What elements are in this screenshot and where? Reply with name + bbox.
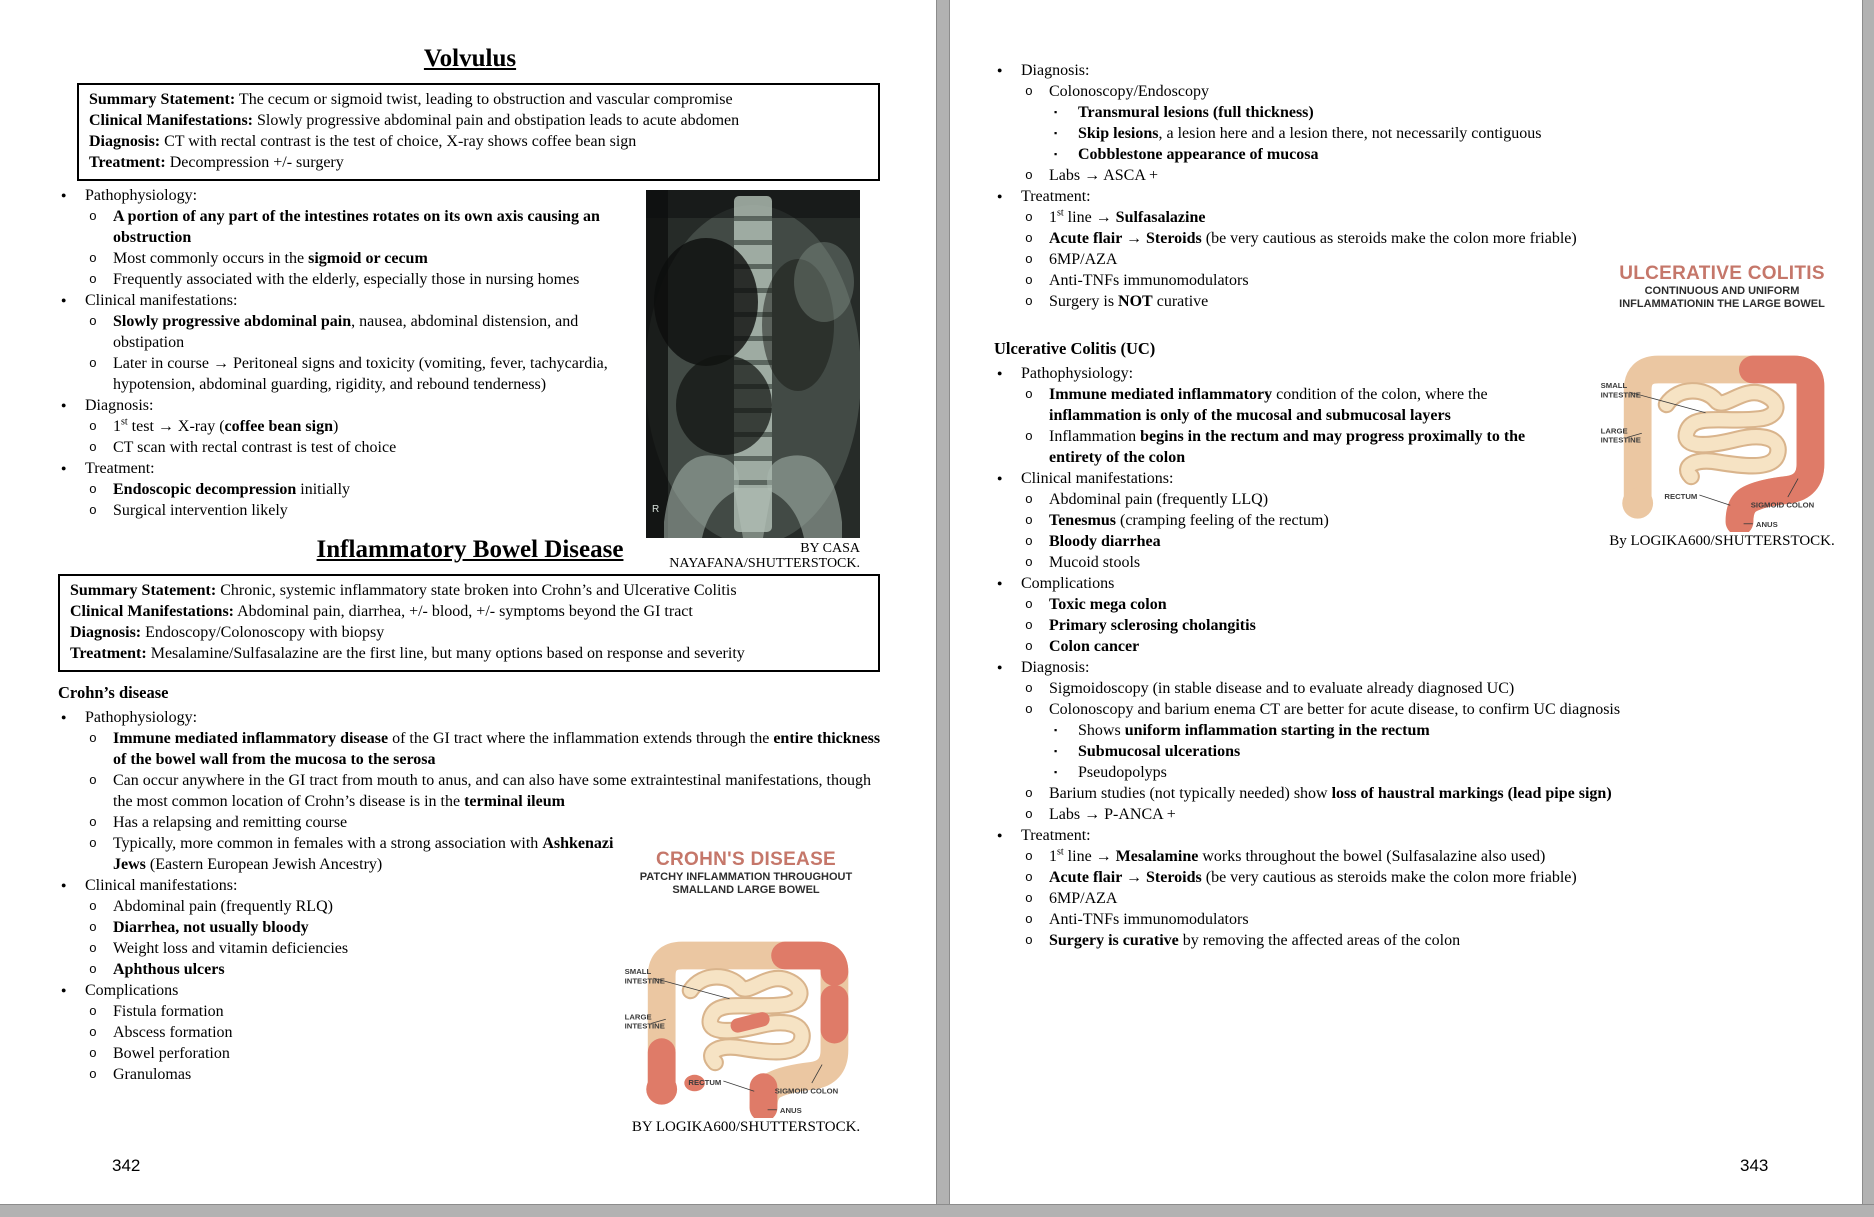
bullet-marker: ● — [997, 662, 1003, 672]
uc-figure-subtitle-line1: CONTINUOUS AND UNIFORM — [1644, 285, 1800, 297]
bullet-text: Diagnosis: — [85, 397, 154, 414]
summary-row — [70, 601, 868, 622]
bullet-item — [994, 363, 1542, 384]
bullet-text: Diagnosis: — [1021, 659, 1090, 676]
bullet-marker: o — [1025, 513, 1033, 528]
summary-label: Clinical Manifestations: — [89, 112, 253, 129]
small-intestine-label: SMALL — [624, 967, 652, 977]
rectum-pointer — [723, 1081, 754, 1091]
bullet-item — [88, 896, 614, 917]
bullet-item — [1024, 909, 1804, 930]
bullet-marker: ● — [997, 578, 1003, 588]
bullet-text: Colon cancer — [1049, 638, 1140, 655]
summary-label: Summary Statement: — [89, 91, 236, 108]
bullet-item — [88, 728, 882, 770]
bullet-text: Anti-TNFs immunomodulators — [1049, 911, 1249, 928]
bullet-marker: o — [1025, 231, 1033, 246]
small-intestine-label-2: INTESTINE — [1600, 390, 1641, 400]
small-intestine-label-2: INTESTINE — [624, 976, 665, 986]
bullet-marker: o — [89, 272, 97, 287]
xray-caption-line1: BY CASA — [800, 541, 860, 556]
bullet-item — [1024, 699, 1804, 720]
bullet-text: Shows uniform inflammation starting in the rectum — [1078, 722, 1430, 739]
bullet-text: Pathophysiology: — [85, 709, 198, 726]
bullet-text: 1st line → Mesalamine works throughout the bowel (Sulfasalazine also used) — [1049, 846, 1546, 865]
section-title-ibd: Inflammatory Bowel Disease — [316, 536, 624, 563]
bullet-item — [1024, 81, 1804, 102]
bullet-text: Labs → P-ANCA + — [1049, 806, 1176, 823]
bullet-marker: o — [1025, 786, 1033, 801]
bullet-marker: o — [1025, 492, 1033, 507]
bullet-item — [1050, 123, 1804, 144]
bullet-marker: o — [1025, 933, 1033, 948]
bullet-marker: ▪ — [1054, 128, 1058, 138]
summary-row — [70, 643, 868, 664]
bullet-marker: o — [1025, 618, 1033, 633]
bullet-item — [1050, 144, 1804, 165]
bullet-item — [58, 185, 640, 206]
bullet-marker: ▪ — [1054, 725, 1058, 735]
bullet-marker: ● — [997, 368, 1003, 378]
bullet-item — [1050, 762, 1804, 783]
bullet-text: Anti-TNFs immunomodulators — [1049, 272, 1249, 289]
bullet-text: Colonoscopy and barium enema CT are better for acute disease, to confirm UC diagnosis — [1049, 701, 1621, 718]
bullet-marker: o — [89, 356, 97, 371]
bullet-item — [88, 770, 882, 812]
summary-row — [70, 580, 868, 601]
uc-figure-title: ULCERATIVE COLITIS — [1619, 263, 1825, 284]
bullet-text: Bowel perforation — [113, 1045, 230, 1062]
bullet-item — [1024, 636, 1542, 657]
summary-text: Slowly progressive abdominal pain and obstipation leads to acute abdomen — [253, 112, 740, 129]
bullet-marker: ▪ — [1054, 107, 1058, 117]
bullet-marker: o — [1025, 387, 1033, 402]
bullet-list-crohns-patho — [58, 707, 882, 812]
anus-label: ANUS — [1755, 519, 1778, 529]
abdominal-xray-image — [646, 190, 860, 538]
bullet-marker: o — [1025, 168, 1033, 183]
bullet-item — [88, 917, 614, 938]
bullet-marker: o — [1025, 84, 1033, 99]
bullet-item — [88, 812, 614, 833]
bullet-text: Clinical manifestations: — [85, 877, 238, 894]
bullet-item — [88, 416, 640, 437]
bullet-marker: o — [89, 314, 97, 329]
bullet-text: Aphthous ulcers — [113, 961, 225, 978]
cecum-shape — [1622, 488, 1653, 519]
bullet-text: Immune mediated inflammatory disease of the GI tract where the inflammation extends through the entire thickness of the bowel wall from the mucosa to the serosa — [113, 730, 881, 768]
ulcerative-colitis-figure — [1586, 262, 1858, 550]
bullet-text: Diagnosis: — [1021, 62, 1090, 79]
bullet-item — [1024, 228, 1804, 249]
bullet-marker: o — [89, 773, 97, 788]
summary-label: Treatment: — [70, 645, 147, 662]
bullet-text: Acute flair → Steroids (be very cautious as steroids make the colon more friable) — [1049, 869, 1577, 886]
bullet-marker: o — [89, 482, 97, 497]
bullet-marker: o — [1025, 681, 1033, 696]
bullet-marker: ● — [61, 985, 67, 995]
bullet-item — [994, 657, 1804, 678]
uc-figure-subtitle-line2: INFLAMMATIONIN THE LARGE BOWEL — [1619, 298, 1825, 310]
bullet-item — [88, 1043, 614, 1064]
bullet-text: Immune mediated inflammatory condition of the colon, where the inflammation is only of the mucosal and submucosal layers — [1049, 386, 1488, 424]
bullet-text: Mucoid stools — [1049, 554, 1141, 571]
bullet-item — [58, 980, 614, 1001]
bullet-text: Clinical manifestations: — [1021, 470, 1174, 487]
small-intestine-shape — [1666, 391, 1778, 477]
bullet-marker: o — [1025, 891, 1033, 906]
bullet-marker: ● — [997, 191, 1003, 201]
bullet-text: Surgery is curative by removing the affected areas of the colon — [1049, 932, 1461, 949]
bullet-item — [1024, 783, 1804, 804]
bullet-marker: ● — [997, 473, 1003, 483]
bullet-marker: o — [89, 962, 97, 977]
bullet-item — [88, 1001, 614, 1022]
bullet-text: CT scan with rectal contrast is test of choice — [113, 439, 397, 456]
bullet-item — [1050, 102, 1804, 123]
bullet-marker: o — [89, 209, 97, 224]
bullet-marker: ● — [997, 830, 1003, 840]
summary-label: Clinical Manifestations: — [70, 603, 234, 620]
subsection-heading-uc: Ulcerative Colitis (UC) — [994, 339, 1156, 358]
summary-text: Decompression +/- surgery — [165, 154, 344, 171]
bullet-text: Labs → ASCA + — [1049, 167, 1159, 184]
bullet-marker: o — [1025, 555, 1033, 570]
summary-text: Abdominal pain, diarrhea, +/- blood, +/- symptoms beyond the GI tract — [234, 603, 693, 620]
page-gap-divider — [936, 0, 950, 1204]
xray-side-marker: R — [652, 504, 660, 515]
crohns-figure-title: CROHN'S DISEASE — [655, 849, 837, 870]
bullet-item — [1024, 489, 1542, 510]
bullet-text: Colonoscopy/Endoscopy — [1049, 83, 1209, 100]
bullet-item — [994, 60, 1804, 81]
bullet-marker: o — [89, 1025, 97, 1040]
bullet-marker: o — [1025, 429, 1033, 444]
bullet-item — [1024, 930, 1804, 951]
bullet-item — [1024, 867, 1804, 888]
bullet-text: Clinical manifestations: — [85, 292, 238, 309]
bullet-item — [1024, 531, 1542, 552]
bullet-item — [88, 206, 640, 248]
bullet-text: A portion of any part of the intestines rotates on its own axis causing an obstruction — [113, 208, 600, 246]
bullet-text: 1st line → Sulfasalazine — [1049, 207, 1206, 226]
bullet-marker: o — [1025, 294, 1033, 309]
bullet-text: Transmural lesions (full thickness) — [1078, 104, 1314, 121]
bullet-text: Can occur anywhere in the GI tract from mouth to anus, and can also have some extraintestinal manifestations, though the most common location of Crohn’s disease is in the terminal ileum — [113, 772, 871, 810]
xray-figure — [646, 190, 860, 571]
large-intestine-label-2: INTESTINE — [1600, 435, 1641, 445]
section-title-volvulus: Volvulus — [423, 45, 517, 72]
bullet-text: Complications — [85, 982, 179, 999]
large-intestine-label: LARGE — [624, 1012, 652, 1022]
bullet-item — [1050, 741, 1804, 762]
bullet-text: Inflammation begins in the rectum and may progress proximally to the entirety of the colon — [1049, 428, 1526, 466]
summary-row — [89, 89, 868, 110]
bullet-item — [58, 875, 614, 896]
bullet-marker: o — [1025, 639, 1033, 654]
bullet-item — [88, 311, 640, 353]
bullet-marker: ● — [61, 190, 67, 200]
bullet-item — [1024, 615, 1542, 636]
bullet-marker: o — [89, 440, 97, 455]
bullet-list-crohns-side — [58, 812, 614, 1085]
bullet-item — [58, 395, 640, 416]
bullet-item — [58, 290, 640, 311]
sigmoid-colon-label: SIGMOID COLON — [1750, 500, 1815, 510]
rectum-label: RECTUM — [1664, 492, 1698, 502]
bullet-item — [58, 458, 640, 479]
bullet-item — [88, 479, 640, 500]
bullet-item — [88, 833, 614, 875]
bullet-text: Diarrhea, not usually bloody — [113, 919, 309, 936]
summary-label: Diagnosis: — [70, 624, 142, 641]
bullet-item — [1024, 888, 1804, 909]
bullet-marker: o — [89, 941, 97, 956]
bullet-text: Frequently associated with the elderly, especially those in nursing homes — [113, 271, 580, 288]
bullet-item — [1050, 720, 1804, 741]
summary-row — [89, 152, 868, 173]
bullet-marker: ● — [997, 65, 1003, 75]
summary-text: Chronic, systemic inflammatory state broken into Crohn’s and Ulcerative Colitis — [216, 582, 737, 599]
bullet-marker: o — [89, 815, 97, 830]
bullet-marker: o — [1025, 252, 1033, 267]
summary-text: The cecum or sigmoid twist, leading to obstruction and vascular compromise — [235, 91, 733, 108]
bullet-marker: ▪ — [1054, 149, 1058, 159]
summary-text: Endoscopy/Colonoscopy with biopsy — [141, 624, 385, 641]
bullet-text: Primary sclerosing cholangitis — [1049, 617, 1256, 634]
bullet-text: Endoscopic decompression initially — [113, 481, 351, 498]
bullet-text: Barium studies (not typically needed) show loss of haustral markings (lead pipe sign) — [1049, 785, 1612, 802]
bullet-text: Slowly progressive abdominal pain, nausea, abdominal distension, and obstipation — [113, 313, 579, 351]
summary-label: Diagnosis: — [89, 133, 161, 150]
large-intestine-label-2: INTESTINE — [624, 1021, 665, 1031]
bullet-text: Tenesmus (cramping feeling of the rectum) — [1049, 512, 1329, 529]
summary-box-ibd — [58, 574, 880, 672]
bullet-item — [88, 959, 614, 980]
bullet-text: Pseudopolyps — [1078, 764, 1167, 781]
bullet-item — [994, 468, 1542, 489]
bullet-text: Treatment: — [1021, 188, 1091, 205]
summary-row — [89, 131, 868, 152]
rectum-pointer — [1699, 495, 1730, 505]
bullet-text: Acute flair → Steroids (be very cautious as steroids make the colon more friable) — [1049, 230, 1577, 247]
bullet-text: Pathophysiology: — [85, 187, 198, 204]
bullet-text: Has a relapsing and remitting course — [113, 814, 348, 831]
bullet-text: Abscess formation — [113, 1024, 233, 1041]
xray-caption-line2: NAYAFANA/SHUTTERSTOCK. — [669, 556, 860, 571]
bowel-gas-shadow — [654, 238, 758, 366]
bullet-text: Sigmoidoscopy (in stable disease and to evaluate already diagnosed UC) — [1049, 680, 1515, 697]
bullet-text: Treatment: — [85, 460, 155, 477]
uc-figure-caption: By LOGIKA600/SHUTTERSTOCK. — [1609, 533, 1835, 549]
bullet-marker: o — [89, 731, 97, 746]
small-intestine-label: SMALL — [1600, 381, 1628, 391]
bullet-marker: o — [89, 1004, 97, 1019]
bullet-text: Later in course → Peritoneal signs and toxicity (vomiting, fever, tachycardia, hypotension, abdominal guarding, rigidity, and rebound tenderness) — [113, 355, 608, 393]
bullet-item — [88, 248, 640, 269]
bullet-text: Fistula formation — [113, 1003, 224, 1020]
bullet-item — [1024, 678, 1804, 699]
bullet-text: Bloody diarrhea — [1049, 533, 1161, 550]
crohns-figure-subtitle-line1: PATCHY INFLAMMATION THROUGHOUT — [639, 871, 853, 883]
bullet-item — [1024, 846, 1804, 867]
bullet-marker: o — [89, 836, 97, 851]
bullet-text: Granulomas — [113, 1066, 192, 1083]
bullet-item — [88, 353, 640, 395]
bullet-item — [58, 707, 882, 728]
summary-label: Treatment: — [89, 154, 166, 171]
bullet-marker: ● — [61, 880, 67, 890]
page-edge-right — [1862, 0, 1874, 1204]
bullet-item — [88, 437, 640, 458]
bullet-marker: o — [89, 251, 97, 266]
bullet-text: Submucosal ulcerations — [1078, 743, 1241, 760]
bullet-text: Toxic mega colon — [1049, 596, 1167, 613]
summary-label: Summary Statement: — [70, 582, 217, 599]
bullet-marker: ▪ — [1054, 767, 1058, 777]
crohns-figure-caption: BY LOGIKA600/SHUTTERSTOCK. — [631, 1119, 861, 1135]
bullet-marker: o — [1025, 849, 1033, 864]
page-right — [948, 0, 1862, 1204]
subsection-heading-crohns: Crohn’s disease — [58, 683, 169, 702]
inflamed-patch-transverse — [785, 956, 834, 972]
bullet-text: Abdominal pain (frequently LLQ) — [1049, 491, 1269, 508]
bullet-text: Abdominal pain (frequently RLQ) — [113, 898, 333, 915]
summary-row — [70, 622, 868, 643]
bullet-item — [994, 186, 1804, 207]
bullet-marker: o — [89, 419, 97, 434]
summary-text: Mesalamine/Sulfasalazine are the first line, but many options based on response and severity — [146, 645, 745, 662]
bullet-text: Skip lesions, a lesion here and a lesion there, not necessarily contiguous — [1078, 125, 1542, 142]
bullet-marker: o — [89, 503, 97, 518]
bullet-text: Surgery is NOT curative — [1049, 293, 1209, 310]
bullet-text: Cobblestone appearance of mucosa — [1078, 146, 1319, 163]
bullet-marker: ● — [61, 400, 67, 410]
bullet-marker: o — [1025, 597, 1033, 612]
bullet-item — [1024, 594, 1542, 615]
summary-text: CT with rectal contrast is the test of choice, X-ray shows coffee bean sign — [160, 133, 637, 150]
crohns-disease-figure — [612, 848, 880, 1136]
bullet-text: 1st test → X-ray (coffee bean sign) — [113, 416, 339, 435]
page-number-right: 343 — [1740, 1156, 1769, 1175]
rectum-label: RECTUM — [688, 1078, 722, 1088]
bullet-item — [88, 938, 614, 959]
bullet-list-uc-side — [994, 363, 1542, 657]
sigmoid-colon-label: SIGMOID COLON — [774, 1086, 839, 1096]
bullet-marker: o — [89, 1067, 97, 1082]
bullet-item — [994, 573, 1542, 594]
bullet-item — [1024, 510, 1542, 531]
xray-caption — [646, 541, 860, 571]
page-number-left: 342 — [112, 1156, 141, 1175]
bullet-list-volvulus — [58, 185, 640, 521]
bullet-item — [88, 1064, 614, 1085]
bullet-marker: ● — [61, 295, 67, 305]
bullet-list-uc-dx — [994, 657, 1804, 951]
summary-box-volvulus — [77, 83, 880, 181]
bullet-text: Pathophysiology: — [1021, 365, 1134, 382]
bullet-item — [1024, 207, 1804, 228]
bullet-marker: ● — [61, 463, 67, 473]
bullet-item — [1024, 165, 1804, 186]
summary-row — [89, 110, 868, 131]
bullet-item — [1024, 426, 1542, 468]
bullet-marker: ● — [61, 712, 67, 722]
uc-bowel-diagram — [1597, 314, 1847, 532]
bullet-item — [88, 500, 640, 521]
crohns-bowel-diagram — [621, 900, 871, 1118]
bullet-text: Surgical intervention likely — [113, 502, 288, 519]
anus-label: ANUS — [779, 1105, 802, 1115]
bullet-marker: o — [1025, 912, 1033, 927]
bullet-marker: o — [89, 899, 97, 914]
bullet-item — [88, 269, 640, 290]
bullet-marker: o — [1025, 702, 1033, 717]
bullet-item — [1024, 552, 1542, 573]
bullet-item — [1024, 804, 1804, 825]
bullet-text: Weight loss and vitamin deficiencies — [113, 940, 349, 957]
bullet-item — [1024, 384, 1542, 426]
bullet-text: Treatment: — [1021, 827, 1091, 844]
bullet-item — [88, 1022, 614, 1043]
large-intestine-label: LARGE — [1600, 426, 1628, 436]
bullet-marker: o — [89, 1046, 97, 1061]
bullet-text: Typically, more common in females with a strong association with Ashkenazi Jews (Eastern European Jewish Ancestry) — [113, 835, 614, 873]
page-left — [0, 0, 936, 1204]
page-edge-bottom — [0, 1204, 1874, 1217]
bullet-item — [994, 825, 1804, 846]
bullet-text: Complications — [1021, 575, 1115, 592]
bullet-marker: o — [1025, 534, 1033, 549]
inflamed-patch-small-bowel — [738, 1019, 763, 1025]
bullet-marker: o — [1025, 273, 1033, 288]
bullet-marker: ▪ — [1054, 746, 1058, 756]
bullet-text: Most commonly occurs in the sigmoid or cecum — [113, 250, 428, 267]
bullet-marker: o — [1025, 870, 1033, 885]
bullet-marker: o — [1025, 807, 1033, 822]
bullet-text: 6MP/AZA — [1049, 251, 1118, 268]
crohns-figure-subtitle-line2: SMALLAND LARGE BOWEL — [672, 884, 820, 896]
bullet-marker: o — [89, 920, 97, 935]
bullet-text: 6MP/AZA — [1049, 890, 1118, 907]
bullet-marker: o — [1025, 210, 1033, 225]
